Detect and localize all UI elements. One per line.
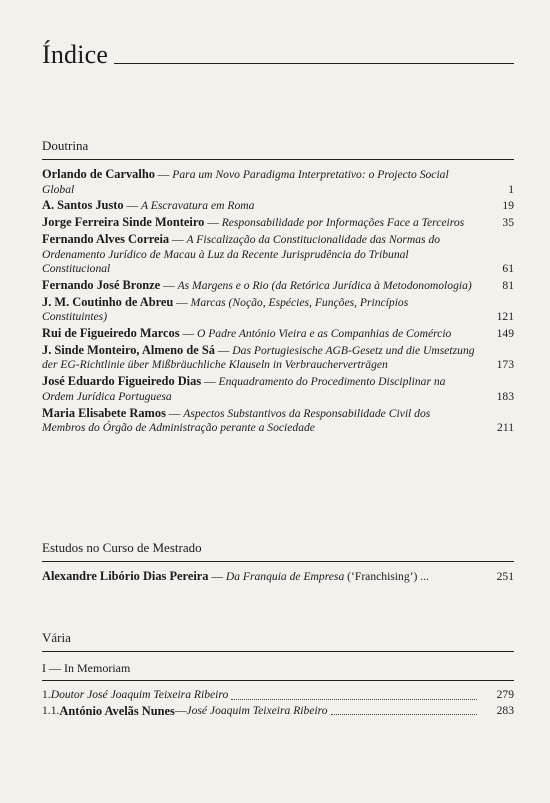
toc-entry (42, 687, 514, 703)
section-title: Doutrina (42, 138, 89, 153)
entry-page: 1 (508, 182, 514, 196)
entry-title: José Joaquim Teixeira Ribeiro (186, 703, 328, 717)
entry-page: 19 (502, 199, 514, 213)
leader-dots (331, 714, 477, 715)
toc-entry: Fernando Alves Correia — A Fiscalização da Constitucionalidade das Normas do Ordenamento Jurídico de Macau à Luz da Recente Jurisprudência do Tribunal Constitucional 61 (42, 231, 514, 276)
page-title: Índice (42, 40, 109, 69)
toc-entry: 1.1. António Avelãs Nunes — José Joaquim Teixeira Ribeiro 283 (42, 703, 514, 718)
entry-title: A Fiscalização da Constitucionalidade das Normas do Ordenamento Jurídico de Macau à Luz da Recente Jurisprudência do Tribunal Constitucional (42, 232, 441, 276)
entry-author: J. Sinde Monteiro, Almeno de Sá (42, 342, 215, 357)
entry-author: Orlando de Carvalho (42, 167, 155, 181)
title-rule (114, 63, 514, 64)
section-title: Estudos no Curso de Mestrado (42, 540, 202, 555)
entry-page: 121 (496, 310, 514, 324)
entry-title: Da Franquia de Empresa (225, 570, 345, 583)
toc-entry: Orlando de Carvalho — Para um Novo Paradigma Interpretativo: o Projecto Social Global 1 (42, 167, 514, 196)
section-doutrina (42, 138, 514, 436)
entry-author: Alexandre Libório Dias Pereira (42, 569, 209, 583)
entry-page: 61 (502, 262, 514, 276)
entry-author: A. Santos Justo (42, 198, 124, 213)
entry-page: 149 (496, 327, 514, 341)
entry-page: 81 (502, 278, 514, 292)
entry-page: 251 (496, 570, 514, 583)
section-title: Vária (42, 630, 71, 645)
index-header (42, 40, 514, 70)
toc-entry: Alexandre Libório Dias Pereira — Da Franquia de Empresa (‘Franchising’) ... 251 (42, 569, 514, 583)
leader-dots (231, 699, 477, 700)
toc-entry: J. M. Coutinho de Abreu — Marcas (Noção, Espécies, Funções, Princípios Constituintes) 121 (42, 294, 514, 324)
entry-page: 211 (497, 421, 514, 435)
toc-entry: Maria Elisabete Ramos — Aspectos Substantivos da Responsabilidade Civil dos Membros do Órgão de Administração perante a Sociedade 211 (42, 405, 514, 435)
entry-author: Fernando José Bronze (42, 277, 161, 292)
entry-title: As Margens e o Rio (da Retórica Jurídica à Metodonomologia) (177, 278, 472, 292)
toc-entry: J. Sinde Monteiro, Almeno de Sá — Das Portugiesische AGB-Gesetz und die Umsetzung der EG-Richtlinie über Mißbräuchliche Klauseln in Verbraucherverträgen 173 (42, 342, 514, 372)
entry-number: 1.1. (42, 703, 60, 717)
entry-number: 1. (42, 688, 51, 701)
entry-author: Maria Elisabete Ramos (42, 405, 166, 420)
entry-author: António Avelãs Nunes (59, 703, 175, 718)
entry-title: Enquadramento do Procedimento Disciplinar na Ordem Jurídica Portuguesa (42, 375, 446, 403)
entry-author: Fernando Alves Correia (42, 231, 170, 246)
entry-page: 35 (502, 216, 514, 230)
entry-author: José Eduardo Figueiredo Dias (42, 374, 202, 389)
toc-entry: Fernando José Bronze — As Margens e o Rio (da Retórica Jurídica à Metodonomologia) 81 (42, 277, 514, 292)
entry-title: Aspectos Substantivos da Responsabilidade Civil dos Membros do Órgão de Administração perante a Sociedade (42, 406, 431, 435)
entry-title: O Padre António Vieira e as Companhias de Comércio (196, 327, 452, 341)
entry-page: 283 (496, 703, 514, 717)
entry-page: 173 (496, 358, 514, 372)
entry-title: Responsabilidade por Informações Face a Terceiros (221, 216, 465, 230)
toc-entry: José Eduardo Figueiredo Dias — Enquadramento do Procedimento Disciplinar na Ordem Jurídica Portuguesa 183 (42, 374, 514, 403)
section-estudos (42, 540, 514, 585)
toc-entry: Jorge Ferreira Sinde Monteiro — Responsabilidade por Informações Face a Terceiros 35 (42, 215, 514, 230)
entry-page: 279 (496, 688, 514, 701)
entry-title: Para um Novo Paradigma Interpretativo: o Projecto Social Global (42, 168, 449, 196)
entry-page: 183 (496, 389, 514, 403)
entry-author: Rui de Figueiredo Marcos (42, 326, 180, 341)
section-varia (42, 630, 514, 718)
subsection-heading: I — In Memoriam (42, 661, 131, 675)
entry-extra: (‘Franchising’) ... (344, 570, 429, 583)
entry-title: Marcas (Noção, Espécies, Funções, Princípios Constituintes) (42, 295, 409, 324)
toc-entry: Rui de Figueiredo Marcos — O Padre António Vieira e as Companhias de Comércio 149 (42, 326, 514, 341)
entry-title: A Escravatura em Roma (140, 199, 255, 213)
entry-author: Jorge Ferreira Sinde Monteiro (42, 215, 205, 230)
entry-title: Doutor José Joaquim Teixeira Ribeiro (50, 688, 229, 701)
toc-entry: A. Santos Justo — A Escravatura em Roma 19 (42, 198, 514, 213)
entry-title: Das Portugiesische AGB-Gesetz und die Umsetzung der EG-Richtlinie über Mißbräuchliche Klauseln in Verbraucherverträgen (42, 343, 475, 372)
entry-author: J. M. Coutinho de Abreu (42, 294, 174, 309)
